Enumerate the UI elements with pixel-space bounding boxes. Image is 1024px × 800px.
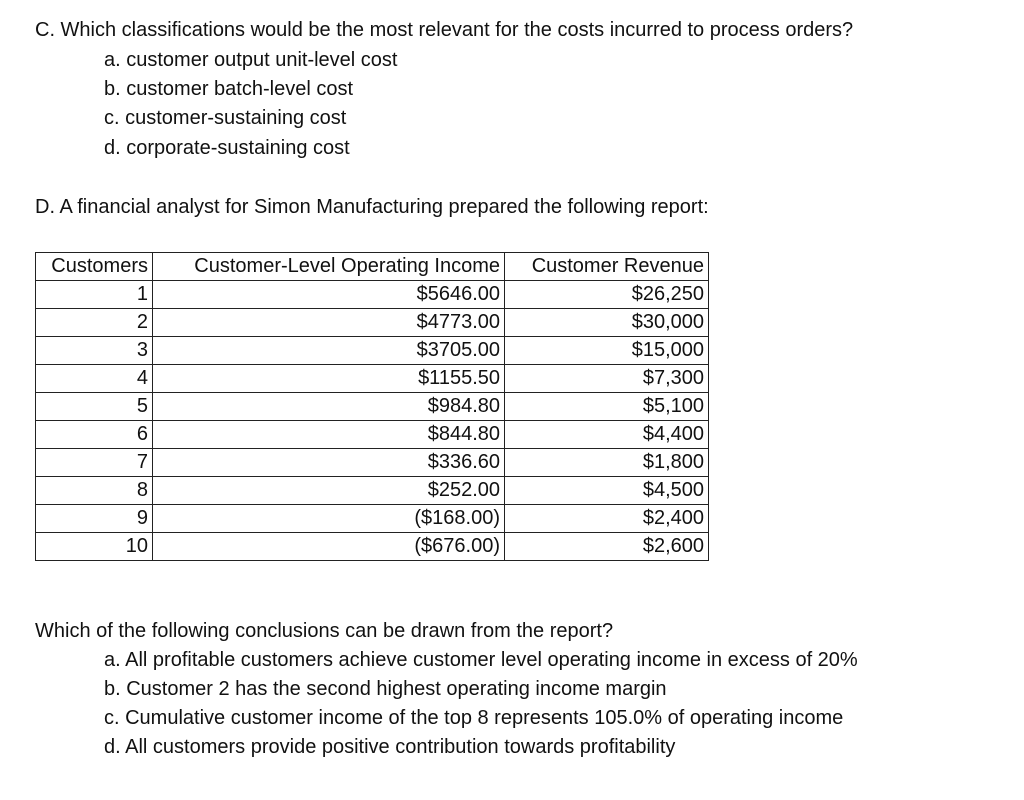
cell-customer: 7: [36, 449, 153, 477]
cell-revenue: $5,100: [505, 393, 709, 421]
cell-revenue: $30,000: [505, 309, 709, 337]
table-row: [36, 533, 709, 561]
cell-customer: 1: [36, 281, 153, 309]
header-customers: Customers: [36, 253, 153, 281]
cell-revenue: $2,600: [505, 533, 709, 561]
conclusion-option-a: a. All profitable customers achieve customer level operating income in excess of 20%: [104, 649, 858, 671]
question-c: C. Which classifications would be the most relevant for the costs incurred to process orders?: [35, 19, 854, 41]
table-row: [36, 477, 709, 505]
cell-revenue: $26,250: [505, 281, 709, 309]
conclusion-question: Which of the following conclusions can be drawn from the report?: [35, 620, 614, 642]
cell-revenue: $1,800: [505, 449, 709, 477]
cell-customer: 5: [36, 393, 153, 421]
table-row: [36, 421, 709, 449]
option-c-c: c. customer-sustaining cost: [104, 107, 347, 129]
table-header-row: [36, 253, 709, 281]
table-row: [36, 393, 709, 421]
question-d-intro: D. A financial analyst for Simon Manufacturing prepared the following report:: [35, 196, 709, 218]
cell-revenue: $4,500: [505, 477, 709, 505]
cell-revenue: $2,400: [505, 505, 709, 533]
option-c-a: a. customer output unit-level cost: [104, 49, 398, 71]
cell-operating-income: $252.00: [153, 477, 505, 505]
cell-customer: 6: [36, 421, 153, 449]
report-table: [35, 252, 709, 561]
cell-customer: 10: [36, 533, 153, 561]
option-c-b: b. customer batch-level cost: [104, 78, 353, 100]
cell-revenue: $7,300: [505, 365, 709, 393]
cell-customer: 8: [36, 477, 153, 505]
cell-operating-income: $4773.00: [153, 309, 505, 337]
cell-customer: 4: [36, 365, 153, 393]
cell-customer: 3: [36, 337, 153, 365]
header-customer-revenue: Customer Revenue: [505, 253, 709, 281]
cell-customer: 2: [36, 309, 153, 337]
table-row: [36, 337, 709, 365]
cell-operating-income: $984.80: [153, 393, 505, 421]
table-row: [36, 365, 709, 393]
cell-operating-income: ($168.00): [153, 505, 505, 533]
table-row: [36, 449, 709, 477]
conclusion-option-c: c. Cumulative customer income of the top 8 represents 105.0% of operating income: [104, 707, 844, 729]
cell-customer: 9: [36, 505, 153, 533]
cell-operating-income: $5646.00: [153, 281, 505, 309]
conclusion-option-d: d. All customers provide positive contribution towards profitability: [104, 736, 676, 758]
table-row: [36, 505, 709, 533]
cell-operating-income: $3705.00: [153, 337, 505, 365]
table-row: [36, 309, 709, 337]
cell-operating-income: ($676.00): [153, 533, 505, 561]
cell-operating-income: $1155.50: [153, 365, 505, 393]
cell-operating-income: $844.80: [153, 421, 505, 449]
conclusion-option-b: b. Customer 2 has the second highest operating income margin: [104, 678, 667, 700]
header-operating-income: Customer-Level Operating Income: [153, 253, 505, 281]
option-c-d: d. corporate-sustaining cost: [104, 137, 350, 159]
cell-revenue: $15,000: [505, 337, 709, 365]
table-row: [36, 281, 709, 309]
cell-operating-income: $336.60: [153, 449, 505, 477]
cell-revenue: $4,400: [505, 421, 709, 449]
